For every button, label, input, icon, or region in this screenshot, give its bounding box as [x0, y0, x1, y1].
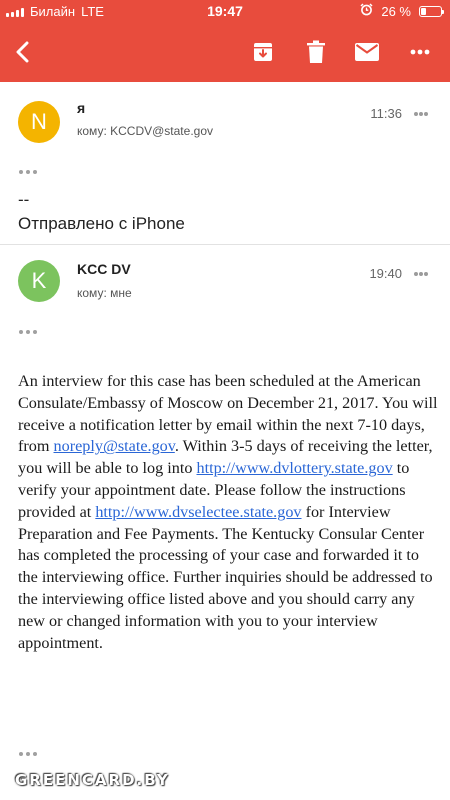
status-right-group [360, 3, 442, 19]
archive-button[interactable] [245, 34, 281, 70]
watermark: GREENCARD.BY [15, 771, 170, 789]
network-type: LTE [81, 4, 104, 19]
avatar: N [18, 101, 60, 143]
email-link[interactable]: noreply@state.gov [53, 437, 175, 456]
recipient-line: кому: KCCDV@state.gov [77, 124, 213, 138]
body-text-part: . Within 3-5 days of receiving the letter, you will be able to log into [18, 437, 433, 478]
message-header[interactable] [0, 82, 450, 172]
body-text-part: for Interview Preparation and Fee Payments. The Kentucky Consular Center has completed the processing of your case and forwarded it to the interviewing office. Further inquiries should be addressed to the interviewing office listed above and you should carry any new or changed information with you to your interview appointment. [18, 502, 433, 652]
trash-icon [306, 40, 326, 64]
signature-separator: -- [18, 190, 30, 209]
back-arrow-icon [14, 41, 34, 63]
recipient-line: кому: мне [77, 286, 132, 300]
dvlottery-link[interactable]: http://www.dvlottery.state.gov [196, 459, 393, 478]
message-time: 11:36 [370, 106, 402, 121]
carrier-name: Билайн [30, 4, 76, 19]
message-more-icon[interactable] [414, 112, 428, 116]
battery-icon [419, 6, 442, 17]
status-bar [0, 0, 450, 22]
battery-percent: 26 % [381, 3, 411, 19]
message-header[interactable] [0, 245, 450, 335]
dvselectee-link[interactable]: http://www.dvselectee.state.gov [95, 502, 302, 521]
message-more-icon[interactable] [414, 272, 428, 276]
mark-unread-button[interactable] [349, 34, 385, 70]
signature-text: Отправлено с iPhone [18, 214, 185, 233]
back-button[interactable] [6, 34, 42, 70]
message-time: 19:40 [369, 266, 402, 281]
show-trimmed-content-icon[interactable] [19, 752, 37, 757]
sender-name: KCC DV [77, 261, 131, 277]
sender-name: я [77, 100, 86, 116]
delete-button[interactable] [298, 34, 334, 70]
alarm-clock-icon [360, 3, 373, 19]
more-horizontal-icon [410, 49, 430, 55]
body-text-part: An interview for this case has been scheduled at the American Consulate/Embassy of Moscow on December 21, 2017. You will receive a notification letter by email within the next 7-10 days, from [18, 372, 438, 456]
body-text-part: to verify your appointment date. Please follow the instructions provided at [18, 459, 410, 521]
more-options-button[interactable] [402, 34, 438, 70]
show-details-icon[interactable] [19, 330, 37, 335]
show-quoted-text-icon[interactable] [19, 170, 37, 175]
message-body [18, 371, 438, 654]
clock: 19:47 [207, 3, 243, 19]
battery-fill [421, 8, 426, 15]
mail-icon [355, 43, 379, 61]
avatar: K [18, 260, 60, 302]
message-toolbar [0, 22, 450, 82]
archive-icon [252, 41, 274, 63]
